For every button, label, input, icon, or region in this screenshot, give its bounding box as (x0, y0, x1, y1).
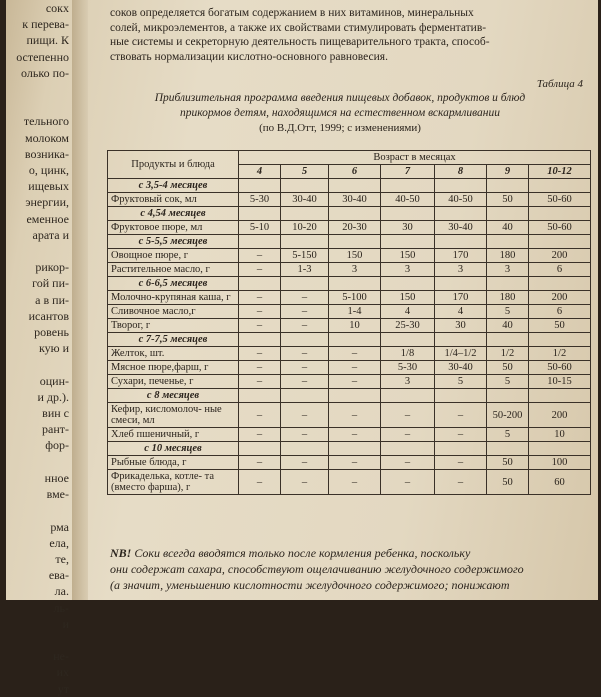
value-cell: – (281, 403, 329, 428)
section-label: с 4,54 месяцев (108, 207, 239, 221)
left-edge-line: еменное (26, 211, 69, 226)
value-cell: 50 (529, 319, 591, 333)
value-cell: 50 (487, 456, 529, 470)
value-cell: 200 (529, 291, 591, 305)
section-row (108, 389, 591, 403)
value-cell: 150 (329, 249, 381, 263)
table-number: Таблица 4 (536, 78, 583, 90)
value-cell: 1/2 (487, 347, 529, 361)
left-edge-line: кую и (38, 341, 69, 356)
value-cell: 3 (381, 375, 435, 389)
section-empty-cell (529, 235, 591, 249)
left-edge-line: и (62, 616, 69, 631)
section-label: с 5-5,5 месяцев (108, 235, 239, 249)
section-empty-cell (381, 442, 435, 456)
left-edge-line: ела, (49, 535, 69, 550)
value-cell: 100 (529, 456, 591, 470)
value-cell: – (239, 361, 281, 375)
value-cell: 5-30 (239, 193, 281, 207)
section-label: с 7-7,5 месяцев (108, 333, 239, 347)
value-cell: 3 (487, 263, 529, 277)
table-caption (100, 91, 580, 120)
value-cell: 50 (487, 470, 529, 495)
value-cell: – (239, 249, 281, 263)
value-cell: 10 (329, 319, 381, 333)
section-empty-cell (435, 179, 487, 193)
month-header: 10-12 (529, 165, 591, 179)
section-empty-cell (281, 333, 329, 347)
left-edge-line: те, (55, 551, 69, 566)
section-row (108, 235, 591, 249)
value-cell: – (329, 375, 381, 389)
value-cell: 30-40 (435, 221, 487, 235)
caption-line: Приблизительная программа введения пищевых добавок, продуктов и блюд (154, 92, 526, 104)
month-header: 8 (435, 165, 487, 179)
value-cell: – (281, 470, 329, 495)
section-empty-cell (435, 207, 487, 221)
left-edge-line: пищи. К (26, 33, 69, 48)
value-cell: – (239, 428, 281, 442)
value-cell: 5-100 (329, 291, 381, 305)
section-empty-cell (329, 333, 381, 347)
section-empty-cell (435, 389, 487, 403)
left-edge-line: ль- (53, 600, 69, 615)
left-edge-line: а в пи- (35, 292, 69, 307)
value-cell: 50-60 (529, 221, 591, 235)
value-cell: – (239, 403, 281, 428)
value-cell: 40 (487, 319, 529, 333)
value-cell: – (329, 347, 381, 361)
section-empty-cell (487, 207, 529, 221)
left-edge-line: вме- (46, 487, 69, 502)
value-cell: 60 (529, 470, 591, 495)
section-empty-cell (381, 207, 435, 221)
product-name: Овощное пюре, г (108, 249, 239, 263)
value-cell: – (329, 428, 381, 442)
value-cell: 40 (487, 221, 529, 235)
value-cell: 1-4 (329, 305, 381, 319)
book-gutter (72, 0, 88, 600)
value-cell: 5-30 (381, 361, 435, 375)
month-header: 5 (281, 165, 329, 179)
left-edge-line (6, 97, 72, 113)
section-row (108, 179, 591, 193)
section-empty-cell (435, 277, 487, 291)
left-edge-line: ищевых (28, 179, 69, 194)
left-edge-line: ева- (48, 568, 69, 583)
value-cell: 50-200 (487, 403, 529, 428)
value-cell: 10 (529, 428, 591, 442)
table-row (108, 403, 591, 428)
left-edge-line: о, цинк, (28, 163, 69, 178)
section-empty-cell (435, 235, 487, 249)
section-empty-cell (329, 235, 381, 249)
section-empty-cell (281, 389, 329, 403)
value-cell: – (381, 403, 435, 428)
section-empty-cell (239, 442, 281, 456)
section-empty-cell (281, 277, 329, 291)
value-cell: 30-40 (281, 193, 329, 207)
value-cell: – (281, 361, 329, 375)
table-source: (по В.Д.Отт, 1999; с изменениями) (259, 122, 421, 134)
section-empty-cell (381, 277, 435, 291)
table-row (108, 193, 591, 207)
left-edge-line: ут (57, 681, 69, 696)
table-row (108, 305, 591, 319)
paragraph-line: ные системы и секреторную деятельность пищеварительного тракта, способ- (110, 36, 490, 48)
left-edge-line: сокх (45, 1, 69, 15)
section-empty-cell (329, 389, 381, 403)
book-page (6, 0, 598, 696)
page-main (90, 0, 595, 600)
section-empty-cell (239, 179, 281, 193)
section-row (108, 277, 591, 291)
value-cell: 5 (435, 375, 487, 389)
value-cell: 3 (435, 263, 487, 277)
table-row (108, 319, 591, 333)
left-edge-line: и др.). (37, 389, 69, 404)
month-header: 9 (487, 165, 529, 179)
left-edge-line: рма (50, 519, 69, 534)
section-empty-cell (381, 389, 435, 403)
value-cell: 20-30 (329, 221, 381, 235)
value-cell: 10-15 (529, 375, 591, 389)
left-edge-line: остепенно (16, 49, 69, 64)
table-row (108, 470, 591, 495)
left-edge-line: вин с (42, 406, 69, 421)
value-cell: 5 (487, 375, 529, 389)
section-row (108, 333, 591, 347)
section-empty-cell (281, 235, 329, 249)
value-cell: – (329, 361, 381, 375)
product-name: Фрикаделька, котле- та (вместо фарша), г (108, 470, 239, 495)
value-cell: – (329, 470, 381, 495)
section-empty-cell (487, 179, 529, 193)
section-empty-cell (239, 333, 281, 347)
section-empty-cell (281, 179, 329, 193)
value-cell: 3 (381, 263, 435, 277)
top-paragraph (110, 6, 580, 64)
value-cell: 50 (487, 193, 529, 207)
left-edge-line: энергии, (25, 195, 69, 210)
left-edge-line: оцин- (39, 373, 69, 388)
product-name: Сливочное масло,г (108, 305, 239, 319)
feeding-program-table (107, 150, 591, 495)
month-header: 4 (239, 165, 281, 179)
left-edge-line: молоком (24, 130, 69, 145)
left-edge-line (6, 502, 72, 518)
value-cell: 4 (381, 305, 435, 319)
value-cell: – (281, 319, 329, 333)
section-row (108, 442, 591, 456)
value-cell: – (435, 470, 487, 495)
value-cell: – (239, 470, 281, 495)
section-empty-cell (435, 333, 487, 347)
product-name: Молочно-крупяная каша, г (108, 291, 239, 305)
section-empty-cell (239, 207, 281, 221)
product-name: Сухари, печенье, г (108, 375, 239, 389)
value-cell: – (239, 347, 281, 361)
section-empty-cell (381, 179, 435, 193)
table-row (108, 263, 591, 277)
value-cell: – (381, 470, 435, 495)
paragraph-line: (а значит, уменьшению кислотности желудочного содержимого; понижают (110, 578, 510, 592)
paragraph-line: солей, микроэлементов, а также их свойствами стимулировать ферментатив- (110, 21, 487, 34)
value-cell: – (281, 375, 329, 389)
nb-marker: NB! (110, 546, 132, 560)
value-cell: – (239, 319, 281, 333)
value-cell: 200 (529, 249, 591, 263)
table-row (108, 291, 591, 305)
value-cell: 25-30 (381, 319, 435, 333)
product-name: Рыбные блюда, г (108, 456, 239, 470)
section-empty-cell (487, 442, 529, 456)
value-cell: 180 (487, 249, 529, 263)
value-cell: 50 (487, 361, 529, 375)
section-empty-cell (239, 389, 281, 403)
section-empty-cell (281, 442, 329, 456)
value-cell: – (239, 291, 281, 305)
left-edge-line: ровень (34, 325, 69, 340)
left-page-edge-text (6, 0, 72, 696)
paragraph-text: Соки всегда вводятся только после кормления ребенка, поскольку (131, 546, 471, 560)
section-empty-cell (529, 207, 591, 221)
left-edge-line: рикор- (35, 260, 69, 275)
value-cell: 1/8 (381, 347, 435, 361)
left-edge-line (6, 81, 72, 97)
left-edge-line: олько по- (21, 65, 69, 80)
value-cell: 6 (529, 305, 591, 319)
left-edge-line: ла. (54, 584, 69, 599)
paragraph-line: соков определяется богатым содержанием в них витаминов, минеральных (110, 7, 474, 19)
value-cell: 40-50 (381, 193, 435, 207)
value-cell: – (281, 456, 329, 470)
value-cell: – (281, 428, 329, 442)
value-cell: – (381, 456, 435, 470)
section-empty-cell (329, 207, 381, 221)
section-label: с 3,5-4 месяцев (108, 179, 239, 193)
value-cell: 3 (329, 263, 381, 277)
left-edge-line: тельного (23, 114, 69, 129)
section-row (108, 207, 591, 221)
value-cell: 30-40 (329, 193, 381, 207)
value-cell: – (239, 456, 281, 470)
value-cell: – (239, 263, 281, 277)
left-edge-line: рант- (42, 422, 69, 437)
value-cell: 50-60 (529, 361, 591, 375)
value-cell: 30 (381, 221, 435, 235)
value-cell: 5-150 (281, 249, 329, 263)
value-cell: 170 (435, 249, 487, 263)
product-name: Хлеб пшеничный, г (108, 428, 239, 442)
product-name: Творог, г (108, 319, 239, 333)
value-cell: – (435, 456, 487, 470)
section-empty-cell (329, 442, 381, 456)
value-cell: 170 (435, 291, 487, 305)
section-empty-cell (487, 235, 529, 249)
section-label: с 8 месяцев (108, 389, 239, 403)
value-cell: – (239, 305, 281, 319)
value-cell: – (281, 291, 329, 305)
section-empty-cell (381, 235, 435, 249)
product-name: Желток, шт. (108, 347, 239, 361)
left-edge-line (6, 243, 72, 259)
section-empty-cell (239, 235, 281, 249)
section-empty-cell (487, 389, 529, 403)
table-row (108, 456, 591, 470)
value-cell: – (281, 305, 329, 319)
value-cell: 5 (487, 428, 529, 442)
value-cell: 1/2 (529, 347, 591, 361)
left-edge-line: исантов (28, 308, 69, 323)
value-cell: 30-40 (435, 361, 487, 375)
section-empty-cell (487, 333, 529, 347)
table-row (108, 428, 591, 442)
section-empty-cell (329, 179, 381, 193)
section-empty-cell (381, 333, 435, 347)
value-cell: 30 (435, 319, 487, 333)
paragraph-line: они содержат сахара, способствуют ощелачиванию желудочного содержимого (110, 562, 524, 576)
table-row (108, 221, 591, 235)
value-cell: – (435, 428, 487, 442)
product-name: Кефир, кисломолоч- ные смеси, мл (108, 403, 239, 428)
month-header: 6 (329, 165, 381, 179)
value-cell: 5 (487, 305, 529, 319)
section-label: с 6-6,5 месяцев (108, 277, 239, 291)
product-name: Фруктовый сок, мл (108, 193, 239, 207)
left-edge-line: к перева- (22, 17, 69, 32)
table-row (108, 375, 591, 389)
value-cell: – (239, 375, 281, 389)
section-empty-cell (239, 277, 281, 291)
section-empty-cell (529, 389, 591, 403)
left-edge-line: возника- (24, 146, 69, 161)
left-edge-line: фор- (45, 438, 69, 453)
table-row (108, 249, 591, 263)
value-cell: 150 (381, 249, 435, 263)
left-edge-line: не- (53, 649, 69, 664)
bottom-paragraph (110, 545, 590, 593)
value-cell: – (381, 428, 435, 442)
product-name: Мясное пюре,фарш, г (108, 361, 239, 375)
left-edge-line: арата и (32, 227, 69, 242)
product-name: Растительное масло, г (108, 263, 239, 277)
product-name: Фруктовое пюре, мл (108, 221, 239, 235)
section-empty-cell (529, 333, 591, 347)
value-cell: 200 (529, 403, 591, 428)
section-empty-cell (529, 442, 591, 456)
value-cell: 10-20 (281, 221, 329, 235)
paragraph-line (110, 545, 590, 561)
value-cell: 6 (529, 263, 591, 277)
value-cell: 4 (435, 305, 487, 319)
section-empty-cell (435, 442, 487, 456)
left-edge-line: нное (44, 470, 69, 485)
value-cell: – (329, 456, 381, 470)
value-cell: 1/4–1/2 (435, 347, 487, 361)
left-edge-line: их (56, 665, 69, 680)
left-edge-line (6, 454, 72, 470)
section-label: с 10 месяцев (108, 442, 239, 456)
header-age: Возраст в месяцах (239, 151, 591, 165)
value-cell: 180 (487, 291, 529, 305)
value-cell: 150 (381, 291, 435, 305)
value-cell: 1-3 (281, 263, 329, 277)
section-empty-cell (529, 277, 591, 291)
header-products: Продукты и блюда (108, 151, 239, 179)
month-header: 7 (381, 165, 435, 179)
value-cell: 40-50 (435, 193, 487, 207)
table-row (108, 347, 591, 361)
left-edge-line (6, 356, 72, 372)
section-empty-cell (329, 277, 381, 291)
value-cell: – (329, 403, 381, 428)
value-cell: 50-60 (529, 193, 591, 207)
paragraph-line: ствовать нормализации кислотно-основного равновесия. (110, 50, 388, 63)
caption-line: прикормов детям, находящимся на естественном вскармливании (179, 106, 501, 119)
section-empty-cell (487, 277, 529, 291)
left-edge-line (6, 632, 72, 648)
table-row (108, 361, 591, 375)
left-edge-line: гой пи- (32, 276, 69, 291)
value-cell: 5-10 (239, 221, 281, 235)
value-cell: – (435, 403, 487, 428)
value-cell: – (281, 347, 329, 361)
section-empty-cell (529, 179, 591, 193)
section-empty-cell (281, 207, 329, 221)
